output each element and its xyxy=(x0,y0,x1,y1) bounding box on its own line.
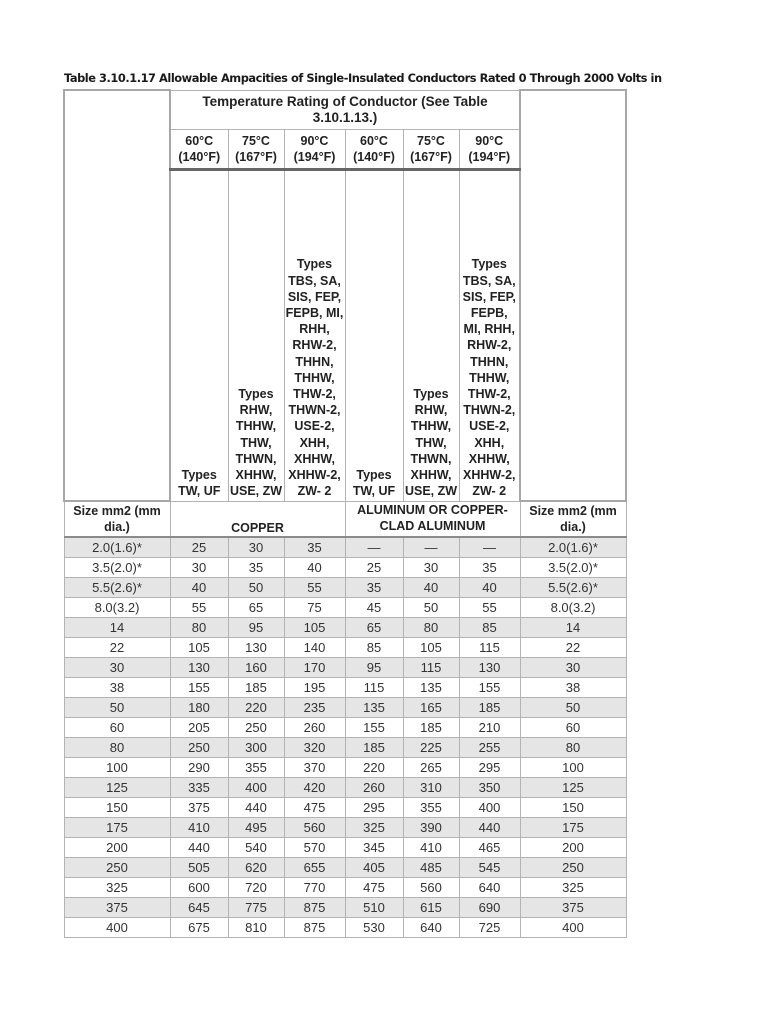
ampacity-cell: 85 xyxy=(345,638,403,658)
ampacity-cell: 325 xyxy=(345,818,403,838)
size-cell: 80 xyxy=(520,738,626,758)
ampacity-cell: 355 xyxy=(228,758,284,778)
size-cell: 38 xyxy=(520,678,626,698)
ampacity-cell: 390 xyxy=(403,818,459,838)
ampacity-cell: 185 xyxy=(459,698,520,718)
ampacity-cell: 645 xyxy=(170,898,228,918)
header-blank-right xyxy=(520,90,626,501)
ampacity-cell: 675 xyxy=(170,918,228,938)
ampacity-cell: 185 xyxy=(345,738,403,758)
ampacity-cell: 440 xyxy=(170,838,228,858)
aluminum-header: ALUMINUM OR COPPER-CLAD ALUMINUM xyxy=(345,501,520,537)
ampacity-cell: 50 xyxy=(228,578,284,598)
size-cell: 400 xyxy=(520,918,626,938)
ampacity-cell: 225 xyxy=(403,738,459,758)
header-row-metal xyxy=(64,501,626,537)
temp-header-al-75: 75°C (167°F) xyxy=(403,129,459,169)
ampacity-cell: 655 xyxy=(284,858,345,878)
size-cell: 2.0(1.6)* xyxy=(520,537,626,558)
ampacity-cell: 65 xyxy=(345,618,403,638)
ampacity-cell: — xyxy=(403,537,459,558)
size-cell: 3.5(2.0)* xyxy=(520,558,626,578)
temp-header-cu-90: 90°C (194°F) xyxy=(284,129,345,169)
ampacity-cell: 235 xyxy=(284,698,345,718)
size-cell: 5.5(2.6)* xyxy=(64,578,170,598)
ampacity-cell: 185 xyxy=(403,718,459,738)
table-row xyxy=(64,618,626,638)
size-cell: 100 xyxy=(64,758,170,778)
table-caption: Table 3.10.1.17 Allowable Ampacities of Single-Insulated Conductors Rated 0 Through 2000 Volts in xyxy=(64,71,662,85)
ampacity-cell: 160 xyxy=(228,658,284,678)
temp-header-al-60: 60°C (140°F) xyxy=(345,129,403,169)
table-row xyxy=(64,918,626,938)
size-cell: 325 xyxy=(520,878,626,898)
table-row xyxy=(64,558,626,578)
table-row xyxy=(64,658,626,678)
ampacity-cell: 35 xyxy=(228,558,284,578)
size-cell: 14 xyxy=(520,618,626,638)
ampacity-cell: 400 xyxy=(459,798,520,818)
ampacity-cell: 105 xyxy=(403,638,459,658)
ampacity-cell: 810 xyxy=(228,918,284,938)
size-cell: 22 xyxy=(520,638,626,658)
ampacity-cell: 80 xyxy=(403,618,459,638)
size-cell: 100 xyxy=(520,758,626,778)
size-cell: 150 xyxy=(64,798,170,818)
ampacity-cell: 185 xyxy=(228,678,284,698)
ampacity-cell: 115 xyxy=(459,638,520,658)
size-cell: 200 xyxy=(520,838,626,858)
size-cell: 375 xyxy=(520,898,626,918)
table-row xyxy=(64,798,626,818)
ampacity-cell: — xyxy=(459,537,520,558)
ampacity-cell: 25 xyxy=(170,537,228,558)
ampacity-cell: 40 xyxy=(170,578,228,598)
ampacity-cell: 465 xyxy=(459,838,520,858)
size-header-left: Size mm2 (mm dia.) xyxy=(64,501,170,537)
ampacity-cell: 290 xyxy=(170,758,228,778)
size-cell: 2.0(1.6)* xyxy=(64,537,170,558)
size-cell: 50 xyxy=(520,698,626,718)
ampacity-cell: 55 xyxy=(459,598,520,618)
ampacity-cell: 250 xyxy=(228,718,284,738)
table-row xyxy=(64,718,626,738)
ampacity-cell: 25 xyxy=(345,558,403,578)
size-cell: 30 xyxy=(64,658,170,678)
ampacity-cell: 40 xyxy=(284,558,345,578)
ampacity-cell: 30 xyxy=(403,558,459,578)
ampacity-cell: — xyxy=(345,537,403,558)
ampacity-cell: 420 xyxy=(284,778,345,798)
size-cell: 5.5(2.6)* xyxy=(520,578,626,598)
ampacity-cell: 115 xyxy=(345,678,403,698)
ampacity-cell: 475 xyxy=(284,798,345,818)
ampacity-cell: 205 xyxy=(170,718,228,738)
ampacity-cell: 135 xyxy=(403,678,459,698)
ampacity-cell: 485 xyxy=(403,858,459,878)
ampacity-cell: 115 xyxy=(403,658,459,678)
ampacity-cell: 295 xyxy=(459,758,520,778)
ampacity-cell: 440 xyxy=(228,798,284,818)
ampacity-cell: 725 xyxy=(459,918,520,938)
temp-header-al-90: 90°C (194°F) xyxy=(459,129,520,169)
ampacity-cell: 375 xyxy=(170,798,228,818)
ampacity-cell: 875 xyxy=(284,898,345,918)
size-cell: 325 xyxy=(64,878,170,898)
table-row xyxy=(64,678,626,698)
table-row xyxy=(64,838,626,858)
size-cell: 60 xyxy=(64,718,170,738)
size-cell: 8.0(3.2) xyxy=(64,598,170,618)
ampacity-cell: 165 xyxy=(403,698,459,718)
ampacity-cell: 540 xyxy=(228,838,284,858)
size-cell: 200 xyxy=(64,838,170,858)
ampacity-cell: 55 xyxy=(170,598,228,618)
table-row xyxy=(64,578,626,598)
ampacity-cell: 130 xyxy=(170,658,228,678)
ampacity-cell: 345 xyxy=(345,838,403,858)
size-cell: 250 xyxy=(64,858,170,878)
temp-header-cu-60: 60°C (140°F) xyxy=(170,129,228,169)
header-row-temperature xyxy=(64,90,626,129)
ampacity-cell: 600 xyxy=(170,878,228,898)
ampacity-cell: 180 xyxy=(170,698,228,718)
ampacity-cell: 570 xyxy=(284,838,345,858)
header-blank-left xyxy=(64,90,170,501)
ampacity-cell: 350 xyxy=(459,778,520,798)
ampacity-cell: 140 xyxy=(284,638,345,658)
ampacity-cell: 80 xyxy=(170,618,228,638)
ampacity-cell: 400 xyxy=(228,778,284,798)
ampacity-cell: 545 xyxy=(459,858,520,878)
ampacity-cell: 75 xyxy=(284,598,345,618)
ampacity-cell: 495 xyxy=(228,818,284,838)
ampacity-cell: 250 xyxy=(170,738,228,758)
ampacity-cell: 95 xyxy=(345,658,403,678)
ampacity-cell: 775 xyxy=(228,898,284,918)
types-al-75: Types RHW, THHW, THW, THWN, XHHW, USE, ZW xyxy=(403,169,459,501)
ampacity-cell: 195 xyxy=(284,678,345,698)
copper-header: COPPER xyxy=(170,501,345,537)
size-cell: 30 xyxy=(520,658,626,678)
size-cell: 3.5(2.0)* xyxy=(64,558,170,578)
size-cell: 80 xyxy=(64,738,170,758)
table-row xyxy=(64,778,626,798)
ampacity-cell: 770 xyxy=(284,878,345,898)
ampacity-cell: 260 xyxy=(345,778,403,798)
ampacity-cell: 50 xyxy=(403,598,459,618)
ampacity-cell: 295 xyxy=(345,798,403,818)
ampacity-cell: 560 xyxy=(284,818,345,838)
ampacity-cell: 170 xyxy=(284,658,345,678)
ampacity-cell: 335 xyxy=(170,778,228,798)
size-header-right: Size mm2 (mm dia.) xyxy=(520,501,626,537)
ampacity-cell: 530 xyxy=(345,918,403,938)
types-cu-60: Types TW, UF xyxy=(170,169,228,501)
ampacity-cell: 320 xyxy=(284,738,345,758)
ampacity-cell: 40 xyxy=(403,578,459,598)
table-row xyxy=(64,878,626,898)
table-body xyxy=(64,537,626,938)
ampacity-cell: 355 xyxy=(403,798,459,818)
size-cell: 14 xyxy=(64,618,170,638)
ampacity-cell: 130 xyxy=(228,638,284,658)
ampacity-cell: 55 xyxy=(284,578,345,598)
ampacity-cell: 35 xyxy=(284,537,345,558)
ampacity-cell: 640 xyxy=(403,918,459,938)
ampacity-cell: 30 xyxy=(170,558,228,578)
ampacity-cell: 95 xyxy=(228,618,284,638)
ampacity-cell: 105 xyxy=(170,638,228,658)
ampacity-cell: 220 xyxy=(228,698,284,718)
ampacity-cell: 720 xyxy=(228,878,284,898)
types-al-90: Types TBS, SA, SIS, FEP, FEPB, MI, RHH, RHW-2, THHN, THHW, THW-2, THWN-2, USE-2, XHH, XHHW, XHHW-2, ZW- 2 xyxy=(459,169,520,501)
types-cu-75: Types RHW, THHW, THW, THWN, XHHW, USE, ZW xyxy=(228,169,284,501)
table-row xyxy=(64,638,626,658)
ampacity-cell: 875 xyxy=(284,918,345,938)
types-al-60: Types TW, UF xyxy=(345,169,403,501)
ampacity-cell: 370 xyxy=(284,758,345,778)
ampacity-cell: 265 xyxy=(403,758,459,778)
table-row xyxy=(64,898,626,918)
size-cell: 125 xyxy=(520,778,626,798)
table-row xyxy=(64,818,626,838)
ampacity-cell: 475 xyxy=(345,878,403,898)
table-row xyxy=(64,858,626,878)
ampacity-cell: 560 xyxy=(403,878,459,898)
ampacity-cell: 45 xyxy=(345,598,403,618)
ampacity-cell: 510 xyxy=(345,898,403,918)
ampacity-cell: 640 xyxy=(459,878,520,898)
size-cell: 125 xyxy=(64,778,170,798)
types-cu-90: Types TBS, SA, SIS, FEP, FEPB, MI, RHH, RHW-2, THHN, THHW, THW-2, THWN-2, USE-2, XHH, XHHW, XHHW-2, ZW- 2 xyxy=(284,169,345,501)
ampacity-cell: 310 xyxy=(403,778,459,798)
ampacity-cell: 65 xyxy=(228,598,284,618)
size-cell: 400 xyxy=(64,918,170,938)
ampacity-cell: 620 xyxy=(228,858,284,878)
temperature-rating-header: Temperature Rating of Conductor (See Table 3.10.1.13.) xyxy=(170,90,520,129)
ampacity-cell: 135 xyxy=(345,698,403,718)
ampacity-cell: 35 xyxy=(459,558,520,578)
ampacity-cell: 35 xyxy=(345,578,403,598)
size-cell: 175 xyxy=(520,818,626,838)
table-row xyxy=(64,738,626,758)
ampacity-cell: 410 xyxy=(403,838,459,858)
ampacity-cell: 105 xyxy=(284,618,345,638)
table-row xyxy=(64,758,626,778)
ampacity-cell: 155 xyxy=(170,678,228,698)
size-cell: 50 xyxy=(64,698,170,718)
table-row xyxy=(64,698,626,718)
ampacity-cell: 155 xyxy=(459,678,520,698)
size-cell: 38 xyxy=(64,678,170,698)
ampacity-cell: 210 xyxy=(459,718,520,738)
ampacity-cell: 615 xyxy=(403,898,459,918)
ampacity-cell: 505 xyxy=(170,858,228,878)
size-cell: 22 xyxy=(64,638,170,658)
size-cell: 375 xyxy=(64,898,170,918)
ampacity-cell: 440 xyxy=(459,818,520,838)
size-cell: 8.0(3.2) xyxy=(520,598,626,618)
ampacity-cell: 30 xyxy=(228,537,284,558)
size-cell: 175 xyxy=(64,818,170,838)
size-cell: 60 xyxy=(520,718,626,738)
size-cell: 250 xyxy=(520,858,626,878)
table-row xyxy=(64,598,626,618)
ampacity-cell: 260 xyxy=(284,718,345,738)
ampacity-cell: 300 xyxy=(228,738,284,758)
ampacity-cell: 220 xyxy=(345,758,403,778)
table-row xyxy=(64,537,626,558)
ampacity-cell: 40 xyxy=(459,578,520,598)
ampacity-table xyxy=(63,89,627,938)
ampacity-cell: 85 xyxy=(459,618,520,638)
ampacity-cell: 410 xyxy=(170,818,228,838)
ampacity-cell: 255 xyxy=(459,738,520,758)
ampacity-cell: 690 xyxy=(459,898,520,918)
ampacity-cell: 405 xyxy=(345,858,403,878)
ampacity-cell: 155 xyxy=(345,718,403,738)
size-cell: 150 xyxy=(520,798,626,818)
ampacity-cell: 130 xyxy=(459,658,520,678)
temp-header-cu-75: 75°C (167°F) xyxy=(228,129,284,169)
